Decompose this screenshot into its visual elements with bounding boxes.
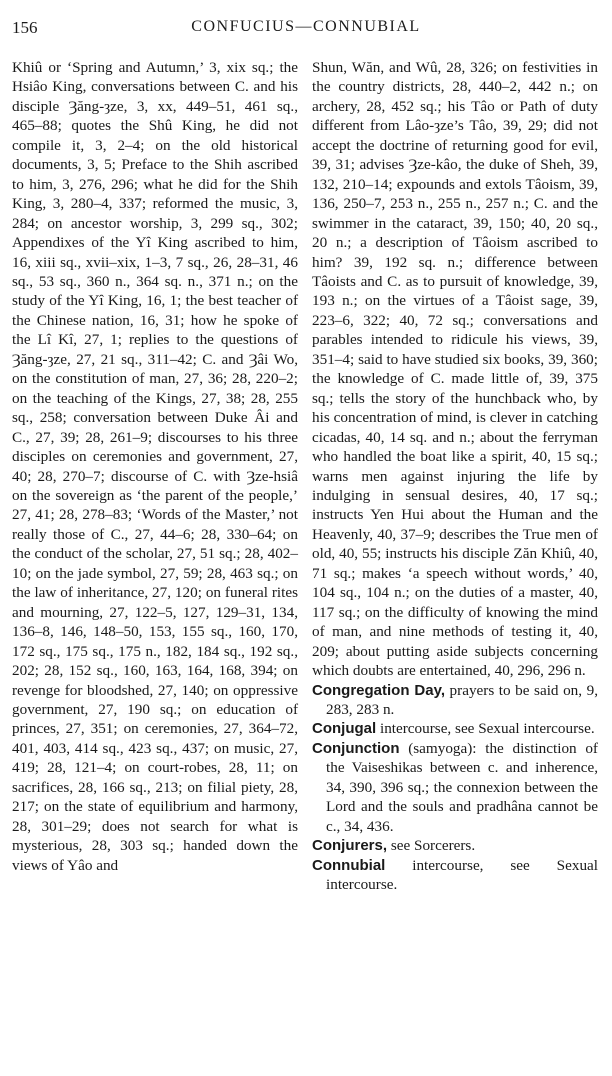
entry-headword: Conjugal xyxy=(312,720,377,738)
entry-headword: Congregation Day, xyxy=(312,681,445,699)
entry-headword: Conjurers, xyxy=(312,837,388,855)
page-number: 156 xyxy=(12,18,38,37)
entry-headword: Connubial xyxy=(312,856,386,874)
index-entry xyxy=(312,719,598,738)
page-header xyxy=(0,18,612,44)
entry-continuation: Shun, Wăn, and Wû, 28, 326; on festivities in the country districts, 28, 440–2, 442 n.; on archery, 28, 452 sq.; his Tâo or Path of duty different from Lâo-ȝze’s Tâo, 39, 29; did not accept the doctrine of returning good for evil, 39, 31; advises Ȝze-kâo, the duke of Sheh, 39, 132, 210–14; expounds and extols Tâoism, 39, 136, 250–7, 253 n., 255 n., 257 n.; C. and the swimmer in the cataract, 39, 150; 40, 20 sq., 20 n.; a description of Tâoism ascribed to him? 39, 192 sq. n.; difference between Tâoists and C. as to pursuit of knowledge, 39, 193 n.; on the virtues of a Tâoist sage, 39, 223–6, 322; 40, 72 sq.; conversations and parables intended to ridicule his views, 39, 351–4; said to have studied six books, 39, 360; the knowledge of C. made little of, 39, 375 sq.; tells the story of the hunchback who, by his concentration of mind, is clever in catching cicadas, 40, 14 sq. and n.; about the ferryman who handled the boat like a spirit, 40, 15 sq.; warns men against injuring the life by indulging in sensual desires, 40, 17 sq.; instructs Yen Hui about the Human and the Heavenly, 40, 37–9; describes the True men of old, 40, 55; instructs his disciple Zăn Khiû, 40, 71 sq.; makes ‘a speech without words,’ 40, 104 sq., 104 n.; on the duties of a master, 40, 117 sq.; on the difficulty of knowing the mind of man, and nine methods of testing it, 40, 209; about putting aside subjects concerning which doubts are entertained, 40, 296, 296 n. xyxy=(312,59,598,680)
entry-text: intercourse, see Sexual intercourse. xyxy=(376,720,595,738)
index-entry xyxy=(312,856,598,895)
running-head: CONFUCIUS—CONNUBIAL xyxy=(191,18,421,35)
entry-text: (samyoga): the distinction of the Vaiseshikas between c. and inherence, 34, 390, 396 sq.; the connexion between the Lord and the souls and pradhâna cannot be c., 34, 436. xyxy=(326,739,598,835)
entry-headword: Conjunction xyxy=(312,739,400,757)
index-entry xyxy=(312,739,598,836)
left-column xyxy=(12,58,298,875)
index-entry xyxy=(312,681,598,720)
entry-text: prayers to be said on, 9, 283, 283 n. xyxy=(326,681,599,718)
entry-text: see Sorcerers. xyxy=(387,837,476,855)
entry-text: intercourse, see Sexual intercourse. xyxy=(326,856,598,894)
right-column xyxy=(312,58,598,894)
entry-continuation: Khiû or ‘Spring and Autumn,’ 3, xix sq.; the Hsiâo King, conversations between C. and his disciple Ȝăng-ȝze, 3, xx, 449–51, 461 sq., 465–88; quotes the Shû King, he did not compile it, 3, 2–4; on the old historical documents, 3, 5; Preface to the Shih ascribed to him, 3, 276, 296; what he did for the Shih King, 3, 280–4, 337; reformed the music, 3, 284; on ancestor worship, 3, 299 sq., 302; Appendixes of the Yî King ascribed to him, 16, xiii sq., xvii–xix, 1–3, 7 sq., 26, 28–31, 46 sq., 53 sq., 360 n., 364 sq. n., 371 n.; on the study of the Yî King, 16, 1; the best teacher of the Chinese nation, 16, 31; how he spoke of the Lî Kî, 27, 1; replies to the questions of Ȝăng-ȝze, 27, 21 sq., 311–42; C. and Ȝâi Wo, on the constitution of man, 27, 36; 28, 220–2; on the teaching of the Kings, 27, 38; 28, 255 sq., 258; conversation between Duke Âi and C., 27, 39; 28, 261–9; discourses to his three disciples on ceremonies and government, 27, 40; 28, 270–7; discourse of C. with Ȝze-hsiâ on the sovereign as ‘the parent of the people,’ 27, 41; 28, 278–83; ‘Words of the Master,’ not really those of C., 27, 44–6; 28, 330–64; on the conduct of the scholar, 27, 51 sq.; 28, 402–10; on the jade symbol, 27, 59; 28, 463 sq.; on the law of inheritance, 27, 120; on funeral rites and mourning, 27, 122–5, 127, 129–31, 134, 136–8, 146, 148–50, 153, 155 sq., 160, 170, 172 sq., 175 sq., 175 n., 182, 184 sq., 192 sq., 202; 28, 152 sq., 160, 163, 164, 168, 394; on revenge for bloodshed, 27, 140; on oppressive government, 27, 190 sq.; on education of princes, 27, 351; on ceremonies, 27, 364–72, 401, 403, 414 sq., 423 sq., 437; on music, 27, 419; 28, 121–4; on court-robes, 28, 11; on sacrifices, 28, 166 sq., 213; on filial piety, 28, 217; on the state of equilibrium and harmony, 28, 301–29; does not search for what is mysterious, 28, 303 sq.; handed down the views of Yâo and xyxy=(12,59,298,874)
index-entry xyxy=(312,836,598,855)
